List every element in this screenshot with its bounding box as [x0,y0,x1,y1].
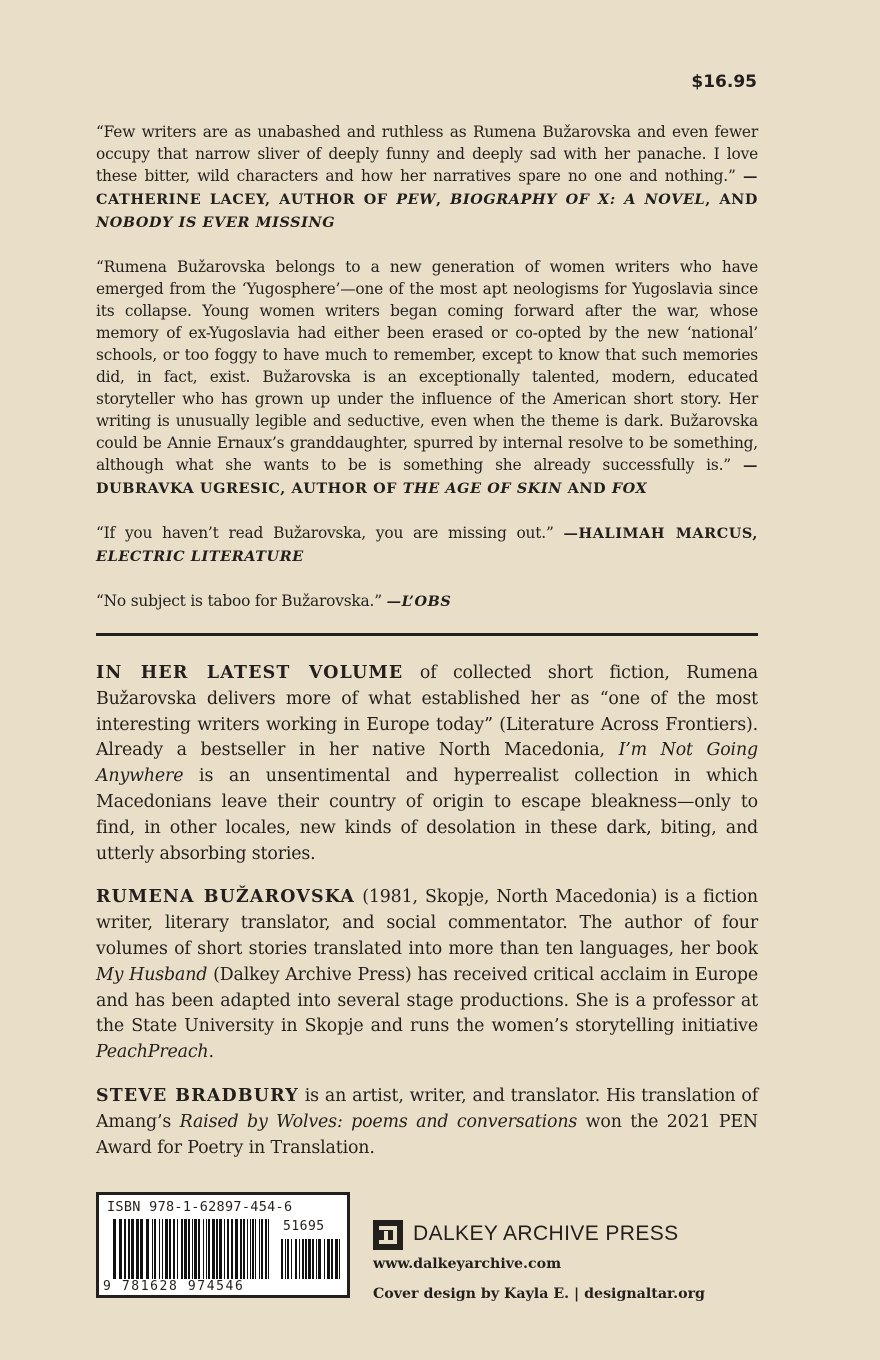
price-addon-number: 51695 [283,1219,325,1234]
barcode-bar [124,1219,126,1279]
barcode-bar [231,1219,233,1279]
barcode-bar [261,1219,263,1279]
blurb-attribution: —L’OBS [386,593,452,610]
barcode-bar [295,1239,297,1279]
barcode-bar [312,1239,314,1279]
barcode-bar [206,1219,207,1279]
publisher-name: DALKEY ARCHIVE PRESS [413,1222,679,1245]
blurb-quote: “Rumena Bužarovska belongs to a new generation of women writers who have emerged from the ‘Yugosphere’—one of the most apt neologisms for Yugoslavia since its collapse. Young women writers began coming forward after the war, whose memory of ex-Yugoslavia had either been erased or co-opted by the new ‘national’ schools, or too foggy to have much to remember, except to know that such memories did, in fact, exist. Bužarovska is an exceptionally talented, modern, educated storyteller who has grown up under the influence of the American short story. Her writing is unusually legible and seductive, even when the theme is dark. Bužarovska could be Annie Ernaux’s granddaughter, spurred by internal resolve to be something, although what she wants to be is something she already successfully is.” [96,258,758,474]
ean-number: 9 781628 974546 [103,1279,245,1294]
barcode-bar [169,1219,171,1279]
blurb-quote: “Few writers are as unabashed and ruthless as Rumena Bužarovska and even fewer occupy that narrow sliver of deeply funny and deeply sad with her panache. I love these bitter, wild characters and how her narratives spare no one and nothing.” [96,123,758,185]
barcode-bar [327,1239,330,1279]
ean-barcode-bars [113,1219,273,1279]
barcode-bar [235,1219,238,1279]
barcode-bar [281,1239,283,1279]
barcode-bar [324,1239,325,1279]
barcode-bar [194,1219,197,1279]
barcode-bar [299,1239,300,1279]
barcode-bar [285,1239,286,1279]
barcode-bar [159,1219,160,1279]
barcode-bar [252,1219,254,1279]
barcode-bar [247,1219,248,1279]
barcode-bar [318,1239,321,1279]
barcode-bar [203,1219,204,1279]
barcode-bar [188,1219,190,1279]
barcode-bar [208,1219,210,1279]
barcode-bar [316,1239,317,1279]
price-label: $16.95 [691,72,757,92]
blurb-lacey [96,121,758,234]
barcode-bar [227,1219,229,1279]
barcode-bar [216,1219,218,1279]
blurb-quote: “If you haven’t read Bužarovska, you are missing out.” [96,524,554,542]
barcode-bar [152,1219,153,1279]
blurb-ugresic [96,256,758,500]
barcode-bar [154,1219,156,1279]
isbn-label: ISBN 978-1-62897-454-6 [107,1199,293,1215]
barcode-bar [181,1219,183,1279]
author-name: RUMENA BUŽAROVSKA [96,887,356,908]
blurb-lobs [96,590,758,613]
barcode-bar [128,1219,130,1279]
barcode-bar [131,1219,134,1279]
barcode-bar [243,1219,245,1279]
barcode-bar [177,1219,178,1279]
barcode-bar [250,1219,251,1279]
barcode-bar [268,1219,269,1279]
barcode-bar [136,1219,139,1279]
dalkey-logo-icon [373,1220,403,1250]
book-description: IN HER LATEST VOLUME of collected short fiction, Rumena Bužarovska delivers more of what established her as “one of the most interesting writers working in Europe today” (Literature Across Frontiers). Already a bestseller in her native North Macedonia, I’m Not Going Anywhere is an unsentimental and hyperrealist collection in which Macedonians leave their country of origin to escape bleakness—only to find, in other locales, new kinds of desolation in these dark, biting, and utterly absorbing stories. [96,663,758,864]
barcode-bar [162,1219,163,1279]
barcode-bar [173,1219,175,1279]
publisher-url[interactable]: www.dalkeyarchive.com [373,1256,562,1272]
barcode-bar [219,1219,222,1279]
description-lead: IN HER LATEST VOLUME [96,663,404,683]
isbn-barcode [96,1192,350,1298]
blurb-quote: “No subject is taboo for Bužarovska.” [96,592,382,610]
barcode-bar [259,1219,260,1279]
book-title: I’m Not Going Anywhere [96,740,758,787]
cover-design-credit: Cover design by Kayla E. | designaltar.org [373,1286,705,1302]
barcode-bar [331,1239,333,1279]
blurb-marcus [96,522,758,568]
translator-name: STEVE BRADBURY [96,1085,299,1106]
barcode-bar [291,1239,292,1279]
barcode-bar [224,1219,225,1279]
barcode-bar [165,1219,168,1279]
translator-bio: STEVE BRADBURY is an artist, writer, and translator. His translation of Amang’s Raised by Wolves: poems and conversations won the 2021 PEN Award for Poetry in Translation. [96,1085,758,1158]
barcode-bar [198,1219,200,1279]
section-divider [96,633,758,636]
blurb-attribution: —HALIMAH MARCUS, ELECTRIC LITERATURE [96,525,758,565]
author-bio: RUMENA BUŽAROVSKA (1981, Skopje, North Macedonia) is a fiction writer, literary translator, and social commentator. The author of four volumes of short stories translated into more than ten languages, her book My Husband (Dalkey Archive Press) has received critical acclaim in Europe and has been adapted into several stage productions. She is a professor at the State University in Skopje and runs the women’s storytelling initiative PeachPreach. [96,887,758,1063]
barcode-bar [184,1219,187,1279]
barcode-bar [192,1219,193,1279]
barcode-bar [308,1239,311,1279]
barcode-bar [265,1219,267,1279]
barcode-bar [339,1239,340,1279]
description-section [96,661,758,1179]
barcode-bar [287,1239,289,1279]
praise-section [96,121,758,635]
barcode-bar [335,1239,338,1279]
barcode-bar [146,1219,149,1279]
blurb-attribution: —DUBRAVKA UGRESIC, AUTHOR OF THE AGE OF SKIN AND FOX [96,457,758,497]
barcode-bar [119,1219,122,1279]
barcode-bar [255,1219,256,1279]
barcode-bar [212,1219,215,1279]
barcode-bar [305,1239,307,1279]
blurb-attribution: —CATHERINE LACEY, AUTHOR OF PEW, BIOGRAPHY OF X: A NOVEL, AND NOBODY IS EVER MISSING [96,168,758,231]
barcode-bar [140,1219,143,1279]
barcode-bar [240,1219,242,1279]
barcode-bar [302,1239,304,1279]
barcode-bar [113,1219,116,1279]
addon-barcode-bars [281,1239,343,1279]
